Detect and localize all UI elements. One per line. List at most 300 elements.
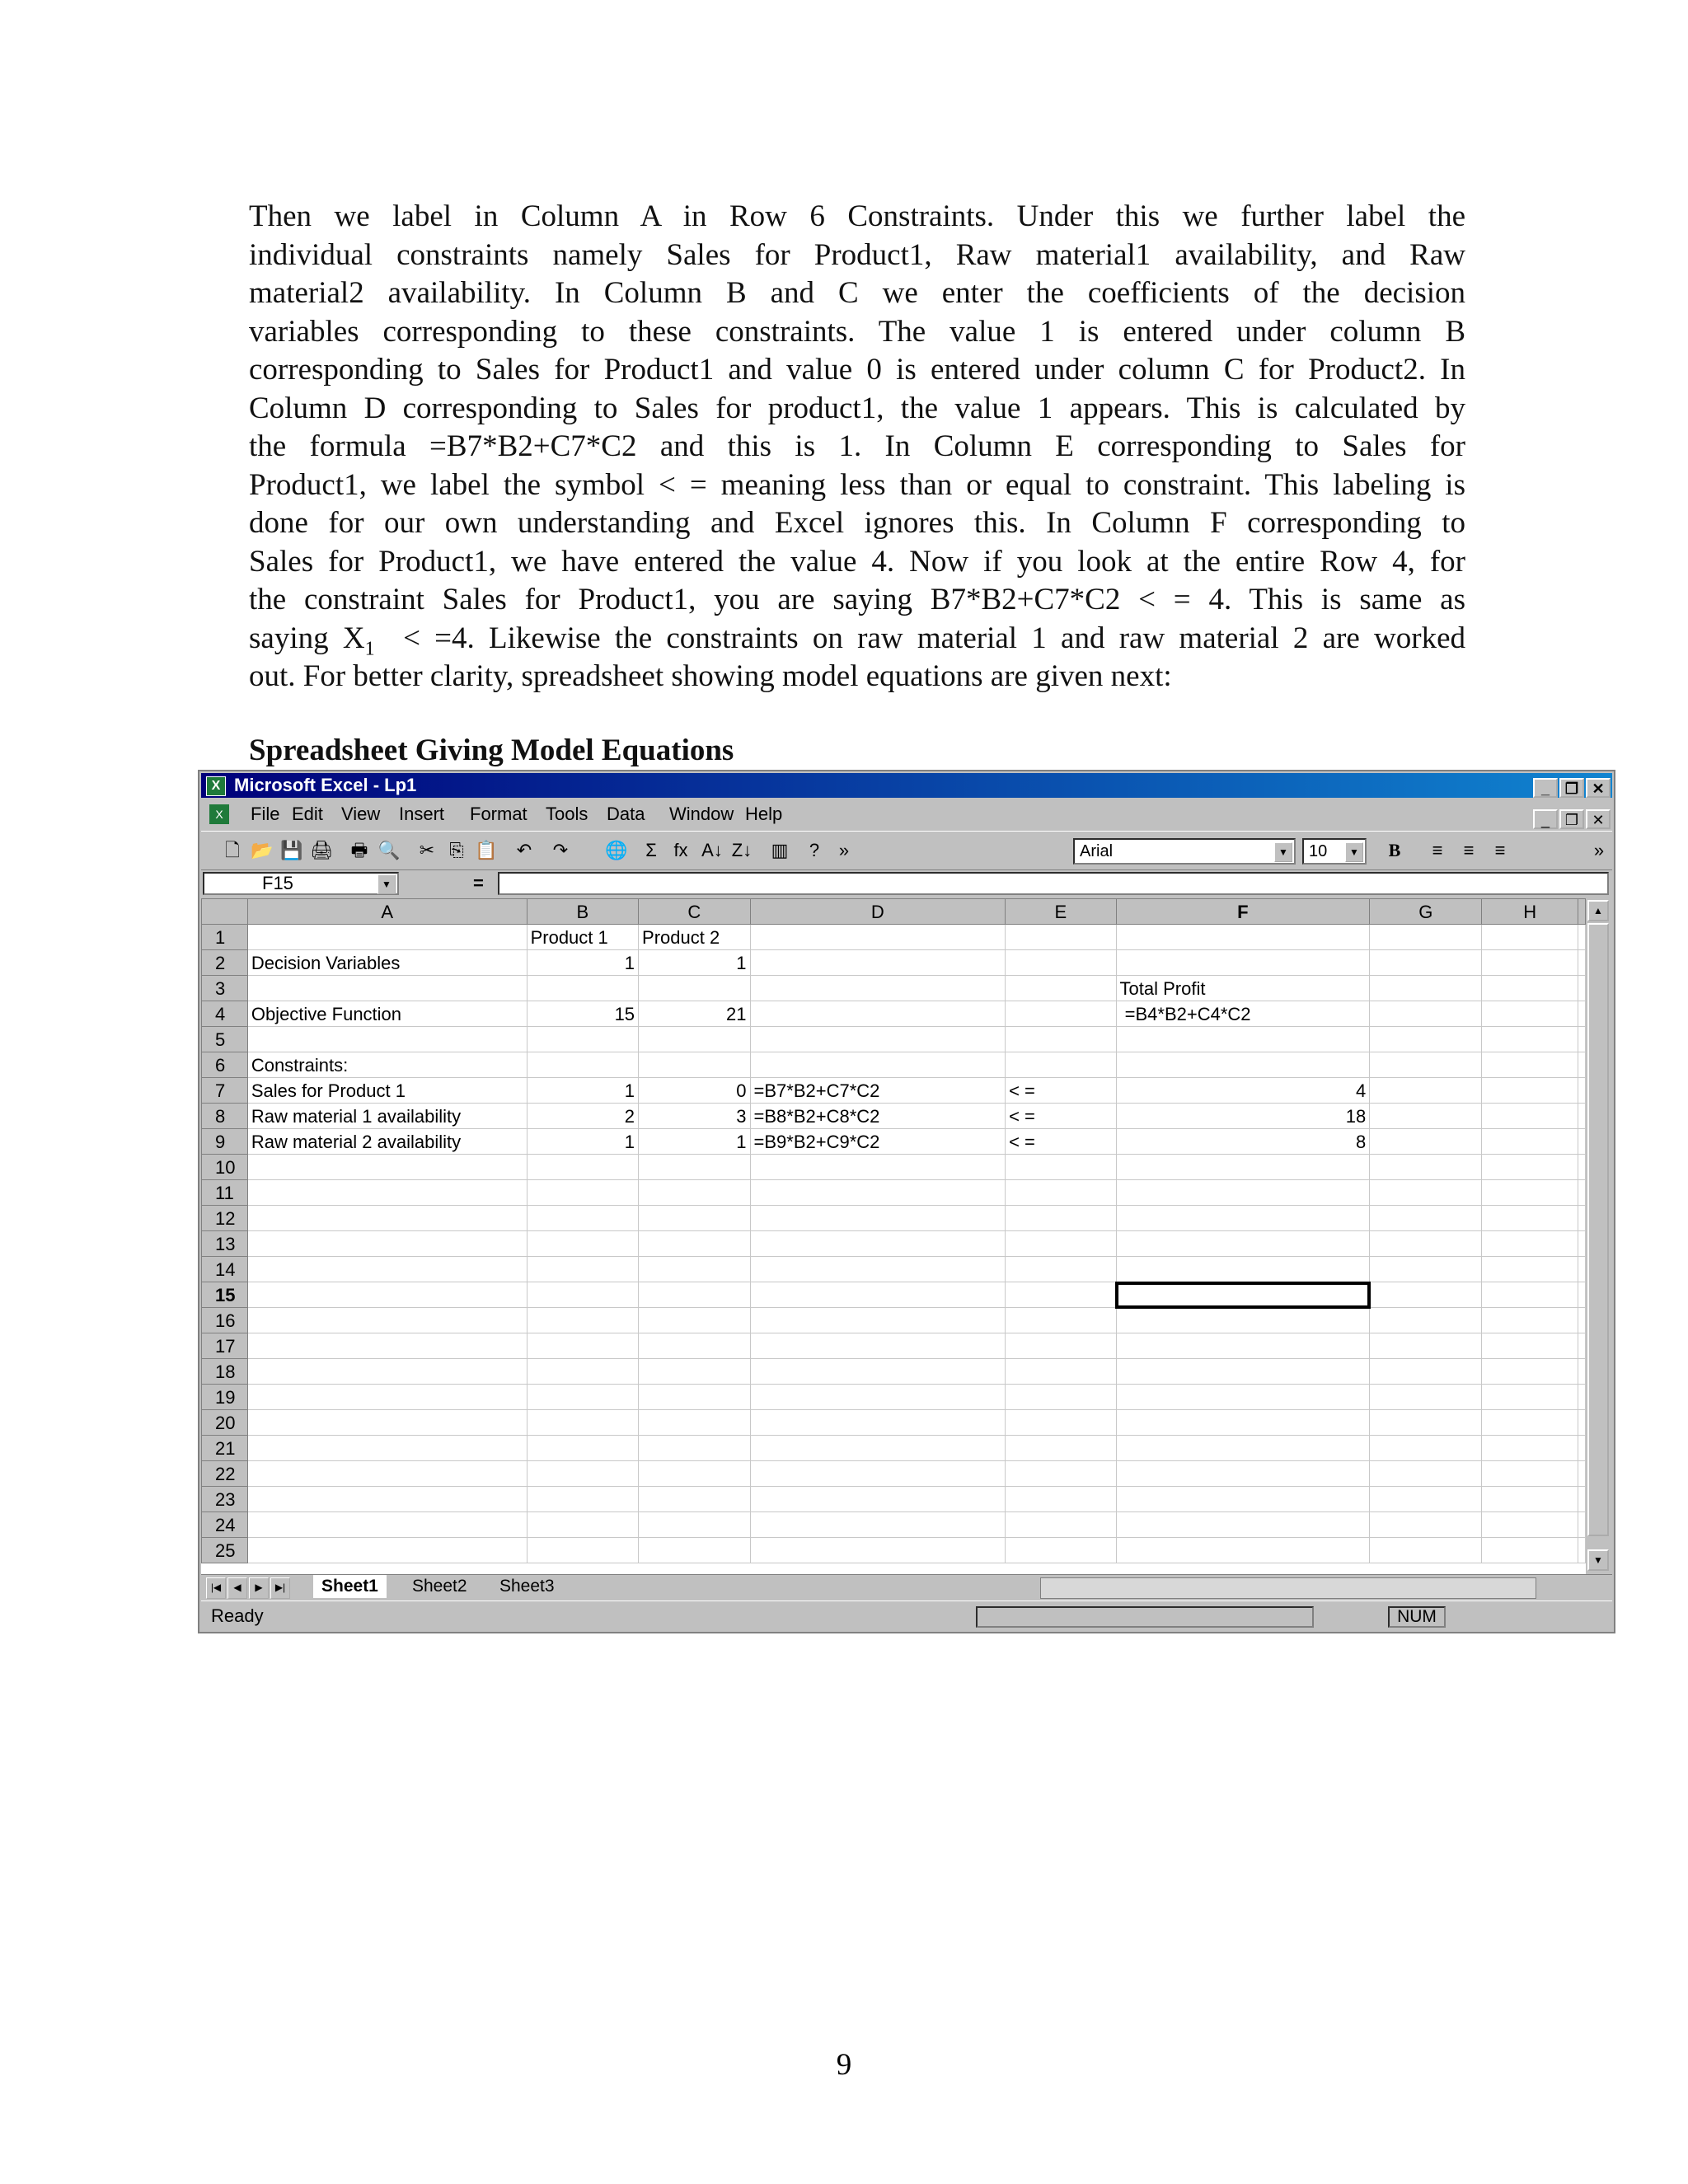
row-header[interactable]: 14	[202, 1257, 248, 1282]
font-name-select[interactable]	[1073, 838, 1296, 865]
restore-icon[interactable]: ❐	[1559, 778, 1584, 798]
open-icon[interactable]: 📂	[251, 840, 274, 860]
cell-g15[interactable]	[1370, 1282, 1482, 1308]
column-header-c[interactable]: C	[639, 899, 750, 925]
cell-e13[interactable]	[1006, 1231, 1116, 1257]
cell-g4[interactable]	[1370, 1001, 1482, 1027]
redo-icon[interactable]: ↷	[552, 840, 569, 860]
scroll-thumb[interactable]	[1587, 923, 1609, 1536]
cell-g20[interactable]	[1370, 1410, 1482, 1436]
cell-e16[interactable]	[1006, 1308, 1116, 1333]
cell-a8[interactable]: Raw material 1 availability	[247, 1104, 527, 1129]
table-row	[202, 1436, 1586, 1461]
web-icon[interactable]: 🌐	[605, 840, 628, 860]
cell-h15[interactable]	[1482, 1282, 1578, 1308]
cell-h9[interactable]	[1482, 1129, 1578, 1155]
cell-b3[interactable]	[527, 976, 638, 1001]
cell-h3[interactable]	[1482, 976, 1578, 1001]
equals-sign[interactable]: =	[473, 873, 484, 893]
cell-e1[interactable]	[1006, 925, 1116, 950]
doc-close-icon[interactable]: ✕	[1586, 809, 1611, 829]
cell-h22[interactable]	[1482, 1461, 1578, 1487]
row-header[interactable]: 7	[202, 1078, 248, 1104]
row-header[interactable]: 19	[202, 1385, 248, 1410]
cell-a24[interactable]	[247, 1512, 527, 1538]
cell-c4[interactable]: 21	[639, 1001, 750, 1027]
cell-c23[interactable]	[639, 1487, 750, 1512]
menu-format[interactable]: Format	[470, 804, 528, 824]
cell-g7[interactable]	[1370, 1078, 1482, 1104]
cell-c1[interactable]: Product 2	[639, 925, 750, 950]
cell-f12[interactable]	[1116, 1206, 1370, 1231]
cell-a1[interactable]	[247, 925, 527, 950]
cell-b5[interactable]	[527, 1027, 638, 1052]
column-header-b[interactable]: B	[527, 899, 638, 925]
align-center-icon[interactable]: ≡	[1463, 840, 1475, 860]
cell-c16[interactable]	[639, 1308, 750, 1333]
cell-a12[interactable]	[247, 1206, 527, 1231]
menu-edit[interactable]: Edit	[292, 804, 323, 824]
cell-b12[interactable]	[527, 1206, 638, 1231]
scroll-up-icon[interactable]: ▲	[1587, 900, 1609, 921]
cell-e5[interactable]	[1006, 1027, 1116, 1052]
align-left-icon[interactable]: ≡	[1432, 840, 1443, 860]
cell-e3[interactable]	[1006, 976, 1116, 1001]
cell-f20[interactable]	[1116, 1410, 1370, 1436]
cell-h12[interactable]	[1482, 1206, 1578, 1231]
tab-sheet3[interactable]: Sheet3	[491, 1575, 563, 1598]
align-right-icon[interactable]: ≡	[1494, 840, 1506, 860]
cell-a17[interactable]	[247, 1333, 527, 1359]
cell-g12[interactable]	[1370, 1206, 1482, 1231]
cell-d25[interactable]	[750, 1538, 1006, 1563]
cell-c3[interactable]	[639, 976, 750, 1001]
cell-e22[interactable]	[1006, 1461, 1116, 1487]
cell-c8[interactable]: 3	[639, 1104, 750, 1129]
last-sheet-icon[interactable]: ▶|	[270, 1577, 290, 1599]
chevron-down-icon[interactable]: ▼	[377, 874, 396, 894]
cell-e15[interactable]	[1006, 1282, 1116, 1308]
cell-a21[interactable]	[247, 1436, 527, 1461]
cell-d6[interactable]	[750, 1052, 1006, 1078]
cell-a25[interactable]	[247, 1538, 527, 1563]
cell-d19[interactable]	[750, 1385, 1006, 1410]
cell-d7[interactable]: =B7*B2+C7*C2	[750, 1078, 1006, 1104]
cell-f18[interactable]	[1116, 1359, 1370, 1385]
cell-d1[interactable]	[750, 925, 1006, 950]
cell-f5[interactable]	[1116, 1027, 1370, 1052]
copy-icon[interactable]: ⎘	[449, 840, 464, 860]
cell-e21[interactable]	[1006, 1436, 1116, 1461]
cell-h17[interactable]	[1482, 1333, 1578, 1359]
chevron-down-icon[interactable]: ▼	[1274, 842, 1292, 862]
cell-b21[interactable]	[527, 1436, 638, 1461]
cell-d9[interactable]: =B9*B2+C9*C2	[750, 1129, 1006, 1155]
cell-e4[interactable]	[1006, 1001, 1116, 1027]
undo-icon[interactable]: ↶	[516, 840, 532, 860]
cell-f8[interactable]: 18	[1116, 1104, 1370, 1129]
row-header[interactable]: 22	[202, 1461, 248, 1487]
cell-d2[interactable]	[750, 950, 1006, 976]
sort-asc-icon[interactable]: A↓	[701, 840, 723, 860]
name-box[interactable]	[203, 872, 399, 895]
cell-h16[interactable]	[1482, 1308, 1578, 1333]
cell-d15[interactable]	[750, 1282, 1006, 1308]
cell-b8[interactable]: 2	[527, 1104, 638, 1129]
cell-f16[interactable]	[1116, 1308, 1370, 1333]
menu-help[interactable]: Help	[745, 804, 783, 824]
cell-b18[interactable]	[527, 1359, 638, 1385]
cell-b17[interactable]	[527, 1333, 638, 1359]
cell-e9[interactable]: < =	[1006, 1129, 1116, 1155]
row-header[interactable]: 17	[202, 1333, 248, 1359]
menu-window[interactable]: Window	[669, 804, 734, 824]
cell-g6[interactable]	[1370, 1052, 1482, 1078]
cell-b16[interactable]	[527, 1308, 638, 1333]
cell-c24[interactable]	[639, 1512, 750, 1538]
cell-c13[interactable]	[639, 1231, 750, 1257]
menu-tools[interactable]: Tools	[546, 804, 588, 824]
minimize-icon[interactable]: _	[1533, 778, 1558, 798]
cell-f9[interactable]: 8	[1116, 1129, 1370, 1155]
chevron-down-icon[interactable]: ▼	[1345, 842, 1363, 862]
row-header[interactable]: 2	[202, 950, 248, 976]
select-all-corner[interactable]	[202, 899, 248, 925]
cell-d20[interactable]	[750, 1410, 1006, 1436]
cell-a20[interactable]	[247, 1410, 527, 1436]
cell-h4[interactable]	[1482, 1001, 1578, 1027]
cell-h8[interactable]	[1482, 1104, 1578, 1129]
cell-f21[interactable]	[1116, 1436, 1370, 1461]
cell-g13[interactable]	[1370, 1231, 1482, 1257]
cell-d21[interactable]	[750, 1436, 1006, 1461]
cell-f10[interactable]	[1116, 1155, 1370, 1180]
row-header[interactable]: 25	[202, 1538, 248, 1563]
cell-c20[interactable]	[639, 1410, 750, 1436]
cell-b23[interactable]	[527, 1487, 638, 1512]
cell-e24[interactable]	[1006, 1512, 1116, 1538]
save-icon[interactable]: 💾	[280, 840, 303, 860]
row-header[interactable]: 23	[202, 1487, 248, 1512]
sort-desc-icon[interactable]: Z↓	[731, 840, 753, 860]
cell-g5[interactable]	[1370, 1027, 1482, 1052]
cell-d12[interactable]	[750, 1206, 1006, 1231]
cell-c15[interactable]	[639, 1282, 750, 1308]
cell-g21[interactable]	[1370, 1436, 1482, 1461]
cell-f1[interactable]	[1116, 925, 1370, 950]
cell-h25[interactable]	[1482, 1538, 1578, 1563]
cell-a11[interactable]	[247, 1180, 527, 1206]
more-icon[interactable]: »	[838, 840, 850, 860]
cell-h1[interactable]	[1482, 925, 1578, 950]
cell-e23[interactable]	[1006, 1487, 1116, 1512]
cell-f15[interactable]	[1116, 1282, 1370, 1308]
cell-f6[interactable]	[1116, 1052, 1370, 1078]
paste-icon[interactable]: 📋	[475, 840, 498, 860]
cell-a5[interactable]	[247, 1027, 527, 1052]
cell-g14[interactable]	[1370, 1257, 1482, 1282]
cell-a3[interactable]	[247, 976, 527, 1001]
cell-a18[interactable]	[247, 1359, 527, 1385]
row-header[interactable]: 1	[202, 925, 248, 950]
font-size-select[interactable]	[1302, 838, 1367, 865]
doc-minimize-icon[interactable]: _	[1533, 809, 1558, 829]
cell-g11[interactable]	[1370, 1180, 1482, 1206]
cell-f13[interactable]	[1116, 1231, 1370, 1257]
row-header[interactable]: 5	[202, 1027, 248, 1052]
cell-b6[interactable]	[527, 1052, 638, 1078]
row-header[interactable]: 16	[202, 1308, 248, 1333]
cell-c5[interactable]	[639, 1027, 750, 1052]
cell-a14[interactable]	[247, 1257, 527, 1282]
cell-e11[interactable]	[1006, 1180, 1116, 1206]
row-header[interactable]: 10	[202, 1155, 248, 1180]
scroll-down-icon[interactable]: ▼	[1587, 1549, 1609, 1571]
cell-a22[interactable]	[247, 1461, 527, 1487]
row-header[interactable]: 18	[202, 1359, 248, 1385]
row-header[interactable]: 21	[202, 1436, 248, 1461]
cell-b9[interactable]: 1	[527, 1129, 638, 1155]
cell-h10[interactable]	[1482, 1155, 1578, 1180]
cell-h5[interactable]	[1482, 1027, 1578, 1052]
workbook-icon[interactable]: X	[209, 804, 229, 824]
cell-b25[interactable]	[527, 1538, 638, 1563]
cell-e14[interactable]	[1006, 1257, 1116, 1282]
prev-sheet-icon[interactable]: ◀	[227, 1577, 247, 1599]
row-header[interactable]: 4	[202, 1001, 248, 1027]
row-header[interactable]: 15	[202, 1282, 248, 1308]
cell-c25[interactable]	[639, 1538, 750, 1563]
cell-c2[interactable]: 1	[639, 950, 750, 976]
next-sheet-icon[interactable]: ▶	[249, 1577, 269, 1599]
cell-h19[interactable]	[1482, 1385, 1578, 1410]
cell-f17[interactable]	[1116, 1333, 1370, 1359]
cell-d23[interactable]	[750, 1487, 1006, 1512]
print-icon[interactable]: 🖶	[350, 840, 368, 860]
row-header[interactable]: 9	[202, 1129, 248, 1155]
row-header[interactable]: 11	[202, 1180, 248, 1206]
cell-d13[interactable]	[750, 1231, 1006, 1257]
toolbar-options-icon[interactable]: »	[1593, 840, 1605, 860]
cell-d24[interactable]	[750, 1512, 1006, 1538]
cell-d3[interactable]	[750, 976, 1006, 1001]
vertical-scrollbar[interactable]	[1586, 898, 1611, 1572]
column-header-h[interactable]: H	[1482, 899, 1578, 925]
cell-b19[interactable]	[527, 1385, 638, 1410]
doc-restore-icon[interactable]: ❐	[1559, 809, 1584, 829]
cell-filler	[1578, 1257, 1586, 1282]
cell-a10[interactable]	[247, 1155, 527, 1180]
cell-e20[interactable]	[1006, 1410, 1116, 1436]
cell-h6[interactable]	[1482, 1052, 1578, 1078]
cell-a6[interactable]: Constraints:	[247, 1052, 527, 1078]
cell-g8[interactable]	[1370, 1104, 1482, 1129]
permission-icon[interactable]: 🖨	[310, 840, 333, 860]
cell-g2[interactable]	[1370, 950, 1482, 976]
cell-h18[interactable]	[1482, 1359, 1578, 1385]
cell-a4[interactable]: Objective Function	[247, 1001, 527, 1027]
cell-c22[interactable]	[639, 1461, 750, 1487]
row-header[interactable]: 13	[202, 1231, 248, 1257]
cell-f22[interactable]	[1116, 1461, 1370, 1487]
cell-h21[interactable]	[1482, 1436, 1578, 1461]
cell-g23[interactable]	[1370, 1487, 1482, 1512]
cell-e19[interactable]	[1006, 1385, 1116, 1410]
cell-c10[interactable]	[639, 1155, 750, 1180]
menu-view[interactable]: View	[341, 804, 381, 824]
bold-button[interactable]: B	[1388, 840, 1401, 860]
cell-h7[interactable]	[1482, 1078, 1578, 1104]
cell-c7[interactable]: 0	[639, 1078, 750, 1104]
autosum-icon[interactable]: Σ	[645, 840, 657, 860]
cell-h23[interactable]	[1482, 1487, 1578, 1512]
cell-c9[interactable]: 1	[639, 1129, 750, 1155]
column-header-e[interactable]: E	[1006, 899, 1116, 925]
cell-b11[interactable]	[527, 1180, 638, 1206]
print-preview-icon[interactable]: 🔍	[377, 840, 401, 860]
tab-sheet2[interactable]: Sheet2	[404, 1575, 476, 1598]
cell-f24[interactable]	[1116, 1512, 1370, 1538]
cell-e12[interactable]	[1006, 1206, 1116, 1231]
row-header[interactable]: 20	[202, 1410, 248, 1436]
cell-b22[interactable]	[527, 1461, 638, 1487]
cell-d17[interactable]	[750, 1333, 1006, 1359]
cell-h13[interactable]	[1482, 1231, 1578, 1257]
cell-b2[interactable]: 1	[527, 950, 638, 976]
cell-d4[interactable]	[750, 1001, 1006, 1027]
cell-e7[interactable]: < =	[1006, 1078, 1116, 1104]
cell-e10[interactable]	[1006, 1155, 1116, 1180]
cell-e8[interactable]: < =	[1006, 1104, 1116, 1129]
column-header-f[interactable]: F	[1116, 899, 1370, 925]
cell-g10[interactable]	[1370, 1155, 1482, 1180]
cell-d5[interactable]	[750, 1027, 1006, 1052]
cell-b24[interactable]	[527, 1512, 638, 1538]
cell-e18[interactable]	[1006, 1359, 1116, 1385]
row-header[interactable]: 3	[202, 976, 248, 1001]
cell-c14[interactable]	[639, 1257, 750, 1282]
cell-f7[interactable]: 4	[1116, 1078, 1370, 1104]
row-header[interactable]: 8	[202, 1104, 248, 1129]
cell-d8[interactable]: =B8*B2+C8*C2	[750, 1104, 1006, 1129]
cell-e17[interactable]	[1006, 1333, 1116, 1359]
cell-a9[interactable]: Raw material 2 availability	[247, 1129, 527, 1155]
cell-e2[interactable]	[1006, 950, 1116, 976]
menu-data[interactable]: Data	[607, 804, 645, 824]
cell-f2[interactable]	[1116, 950, 1370, 976]
cell-b20[interactable]	[527, 1410, 638, 1436]
cell-f23[interactable]	[1116, 1487, 1370, 1512]
cell-g24[interactable]	[1370, 1512, 1482, 1538]
formula-input[interactable]	[498, 872, 1609, 895]
cell-a15[interactable]	[247, 1282, 527, 1308]
row-header[interactable]: 24	[202, 1512, 248, 1538]
cell-a7[interactable]: Sales for Product 1	[247, 1078, 527, 1104]
cut-icon[interactable]: ✂	[419, 840, 435, 860]
cell-b13[interactable]	[527, 1231, 638, 1257]
cell-filler	[1578, 1359, 1586, 1385]
cell-d18[interactable]	[750, 1359, 1006, 1385]
cell-b4[interactable]: 15	[527, 1001, 638, 1027]
cell-g19[interactable]	[1370, 1385, 1482, 1410]
cell-g16[interactable]	[1370, 1308, 1482, 1333]
cell-g3[interactable]	[1370, 976, 1482, 1001]
cell-e6[interactable]	[1006, 1052, 1116, 1078]
cell-g1[interactable]	[1370, 925, 1482, 950]
help-icon[interactable]: ?	[809, 840, 820, 860]
cell-d11[interactable]	[750, 1180, 1006, 1206]
cell-h14[interactable]	[1482, 1257, 1578, 1282]
cell-f3[interactable]: Total Profit	[1116, 976, 1370, 1001]
column-header-d[interactable]: D	[750, 899, 1006, 925]
cell-g9[interactable]	[1370, 1129, 1482, 1155]
cell-e25[interactable]	[1006, 1538, 1116, 1563]
menu-file[interactable]: File	[251, 804, 280, 824]
cell-g18[interactable]	[1370, 1359, 1482, 1385]
cell-c6[interactable]	[639, 1052, 750, 1078]
horizontal-scrollbar[interactable]	[1040, 1577, 1536, 1599]
cell-h20[interactable]	[1482, 1410, 1578, 1436]
new-icon[interactable]: 🗋	[225, 840, 240, 860]
cell-a16[interactable]	[247, 1308, 527, 1333]
cell-h11[interactable]	[1482, 1180, 1578, 1206]
cell-f4[interactable]: =B4*B2+C4*C2	[1116, 1001, 1370, 1027]
cell-b10[interactable]	[527, 1155, 638, 1180]
cell-b15[interactable]	[527, 1282, 638, 1308]
cell-c17[interactable]	[639, 1333, 750, 1359]
column-header-g[interactable]: G	[1370, 899, 1482, 925]
tab-sheet1[interactable]: Sheet1	[313, 1575, 387, 1598]
cell-h24[interactable]	[1482, 1512, 1578, 1538]
cell-c19[interactable]	[639, 1385, 750, 1410]
cell-c11[interactable]	[639, 1180, 750, 1206]
cell-d10[interactable]	[750, 1155, 1006, 1180]
cell-c18[interactable]	[639, 1359, 750, 1385]
cell-a19[interactable]	[247, 1385, 527, 1410]
first-sheet-icon[interactable]: |◀	[206, 1577, 226, 1599]
cell-b1[interactable]: Product 1	[527, 925, 638, 950]
cell-g25[interactable]	[1370, 1538, 1482, 1563]
cell-a13[interactable]	[247, 1231, 527, 1257]
cell-g22[interactable]	[1370, 1461, 1482, 1487]
table-row	[202, 976, 1586, 1001]
cell-b7[interactable]: 1	[527, 1078, 638, 1104]
column-header-a[interactable]: A	[247, 899, 527, 925]
cell-h2[interactable]	[1482, 950, 1578, 976]
row-header[interactable]: 12	[202, 1206, 248, 1231]
cell-a23[interactable]	[247, 1487, 527, 1512]
cell-f25[interactable]	[1116, 1538, 1370, 1563]
function-icon[interactable]: fx	[673, 840, 688, 860]
chart-icon[interactable]: ▥	[771, 840, 789, 860]
cell-d16[interactable]	[750, 1308, 1006, 1333]
close-icon[interactable]: ✕	[1586, 778, 1611, 798]
cell-c21[interactable]	[639, 1436, 750, 1461]
cell-c12[interactable]	[639, 1206, 750, 1231]
menu-insert[interactable]: Insert	[399, 804, 445, 824]
row-header[interactable]: 6	[202, 1052, 248, 1078]
cell-f11[interactable]	[1116, 1180, 1370, 1206]
cell-f14[interactable]	[1116, 1257, 1370, 1282]
cell-g17[interactable]	[1370, 1333, 1482, 1359]
cell-a2[interactable]: Decision Variables	[247, 950, 527, 976]
page-number: 9	[836, 2048, 852, 2082]
cell-f19[interactable]	[1116, 1385, 1370, 1410]
table-row	[202, 1078, 1586, 1104]
cell-d14[interactable]	[750, 1257, 1006, 1282]
cell-b14[interactable]	[527, 1257, 638, 1282]
cell-d22[interactable]	[750, 1461, 1006, 1487]
